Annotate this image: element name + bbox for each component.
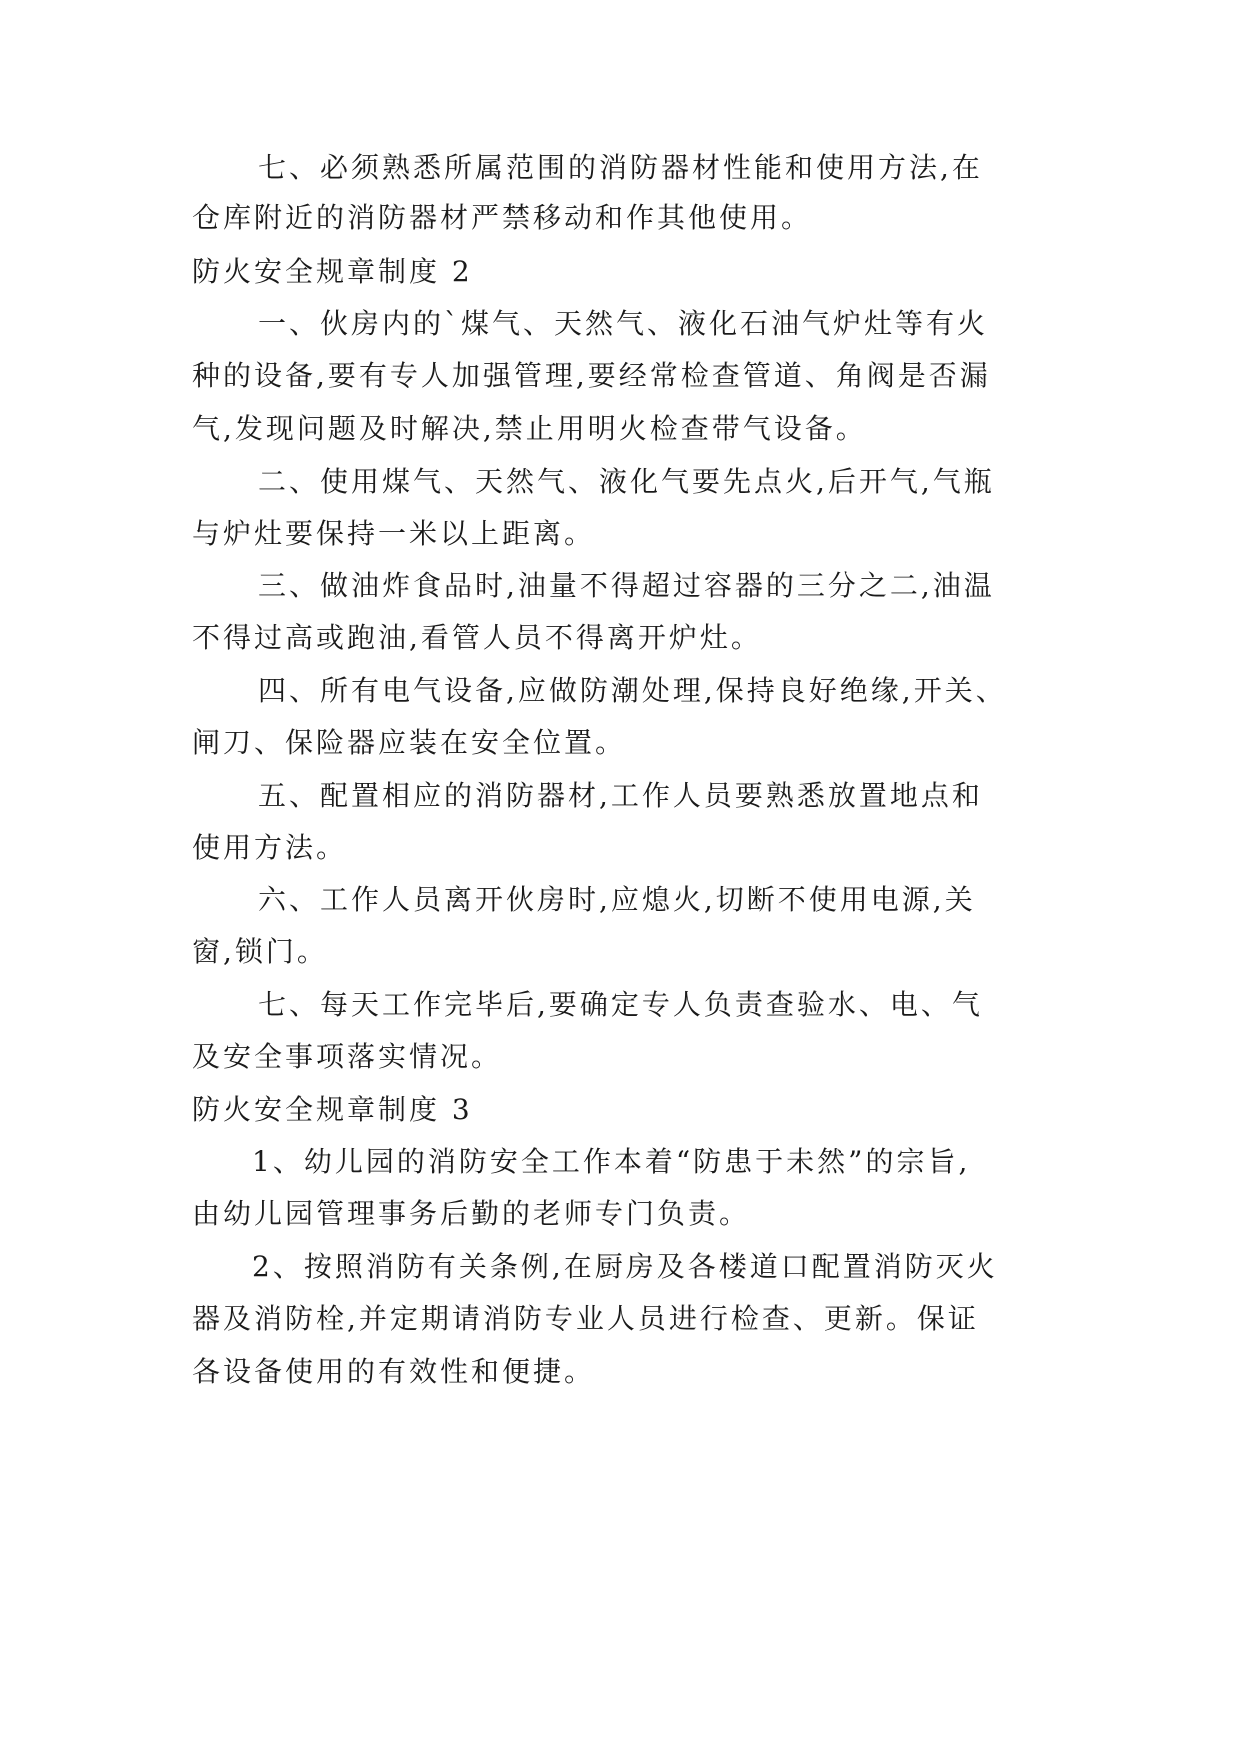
- paragraph-line: 不得过高或跑油,看管人员不得离开炉灶。: [192, 621, 762, 654]
- paragraph-line: 闸刀、保险器应装在安全位置。: [192, 726, 627, 759]
- paragraph-line: 七、每天工作完毕后,要确定专人负责查验水、电、气: [258, 988, 983, 1021]
- paragraph-line: 窗,锁门。: [192, 935, 328, 968]
- paragraph-line: 及安全事项落实情况。: [192, 1040, 503, 1073]
- section-heading: 防火安全规章制度 2: [192, 255, 473, 288]
- paragraph-line: 由幼儿园管理事务后勤的老师专门负责。: [192, 1197, 751, 1230]
- paragraph-line: 一、伙房内的`煤气、天然气、液化石油气炉灶等有火: [258, 307, 989, 340]
- paragraph-line: 与炉灶要保持一米以上距离。: [192, 517, 596, 550]
- paragraph-line: 使用方法。: [192, 831, 348, 864]
- paragraph-line: 三、做油炸食品时,油量不得超过容器的三分之二,油温: [258, 569, 995, 602]
- paragraph-line: 1、幼儿园的消防安全工作本着“防患于未然”的宗旨,: [252, 1145, 971, 1178]
- paragraph-line: 七、必须熟悉所属范围的消防器材性能和使用方法,在: [258, 151, 983, 184]
- paragraph-line: 气,发现问题及时解决,禁止用明火检查带气设备。: [192, 412, 867, 445]
- paragraph-line: 各设备使用的有效性和便捷。: [192, 1355, 596, 1388]
- paragraph-line: 种的设备,要有专人加强管理,要经常检查管道、角阀是否漏: [192, 359, 991, 392]
- paragraph-line: 仓库附近的消防器材严禁移动和作其他使用。: [192, 201, 813, 234]
- paragraph-line: 五、配置相应的消防器材,工作人员要熟悉放置地点和: [258, 779, 983, 812]
- paragraph-line: 2、按照消防有关条例,在厨房及各楼道口配置消防灭火: [252, 1250, 998, 1283]
- paragraph-line: 器及消防栓,并定期请消防专业人员进行检查、更新。保证: [192, 1302, 979, 1335]
- paragraph-line: 四、所有电气设备,应做防潮处理,保持良好绝缘,开关、: [258, 674, 1007, 707]
- section-heading: 防火安全规章制度 3: [192, 1093, 473, 1126]
- paragraph-line: 二、使用煤气、天然气、液化气要先点火,后开气,气瓶: [258, 465, 995, 498]
- paragraph-line: 六、工作人员离开伙房时,应熄火,切断不使用电源,关: [258, 883, 976, 916]
